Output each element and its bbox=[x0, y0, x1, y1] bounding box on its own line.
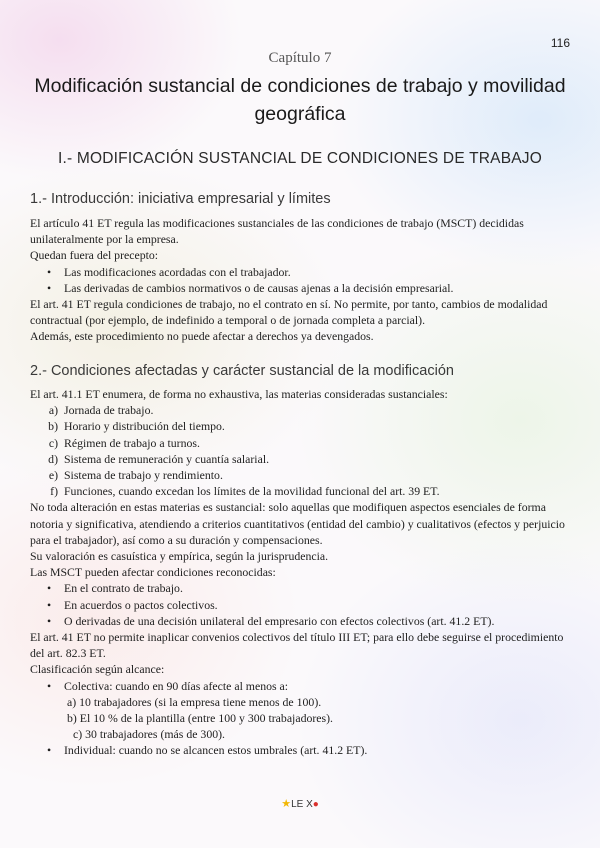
paragraph: Además, este procedimiento no puede afectar a derechos ya devengados. bbox=[30, 329, 374, 344]
bullet-item: • O derivadas de una decisión unilateral del empresario con efectos colectivos (art. 41.2 ET). bbox=[30, 613, 578, 629]
star-icon: ★ bbox=[281, 798, 292, 810]
list-item bbox=[30, 402, 578, 418]
paragraph: Quedan fuera del precepto: bbox=[30, 248, 159, 263]
list-text: Sistema de trabajo y rendimiento. bbox=[64, 468, 223, 483]
list-item bbox=[30, 451, 578, 467]
paragraph: Su valoración es casuística y empírica, según la jurisprudencia. bbox=[30, 549, 329, 564]
subsection-title-condiciones: 2.- Condiciones afectadas y carácter sustancial de la modificación bbox=[30, 363, 454, 379]
bullet-item: • Las modificaciones acordadas con el trabajador. bbox=[30, 264, 578, 280]
list-text: Sistema de remuneración y cuantía salarial. bbox=[64, 451, 270, 466]
list-marker: b) bbox=[48, 419, 58, 434]
page-number: 116 bbox=[550, 36, 570, 50]
subsection-body-introduccion bbox=[30, 215, 578, 345]
paragraph: No toda alteración en estas materias es sustancial: solo aquellas que modifiquen aspectos esenciales de forma notoria y significativa, atendiendo a criterios cuantitativos (entidad del cambio) y cualitativos (efectos y perjuicio para el trabajador), así como a su duración y compensaciones. bbox=[30, 500, 565, 547]
paragraph: El art. 41 ET regula condiciones de trabajo, no el contrato en sí. No permite, por tanto, cambios de modalidad contractual (por ejemplo, de indefinido a temporal o de jornada completa a parcial). bbox=[30, 297, 548, 328]
list-text: Jornada de trabajo. bbox=[64, 403, 154, 418]
list-item bbox=[30, 418, 578, 434]
section-title: I.- MODIFICACIÓN SUSTANCIAL DE CONDICIONES DE TRABAJO bbox=[58, 150, 542, 167]
paragraph: Clasificación según alcance: bbox=[30, 662, 165, 677]
bullet-item-individual: • Individual: cuando no se alcancen estos umbrales (art. 41.2 ET). bbox=[30, 742, 578, 758]
sub-list-item: a) 10 trabajadores (si la empresa tiene menos de 100). bbox=[67, 694, 322, 709]
bullet-item: • En el contrato de trabajo. bbox=[30, 580, 578, 596]
list-marker: d) bbox=[48, 451, 58, 466]
list-marker: f) bbox=[50, 484, 58, 499]
list-marker: c) bbox=[48, 435, 58, 450]
bullet-item-colectiva: • Colectiva: cuando en 90 días afecte al menos a: bbox=[30, 678, 578, 694]
list-item bbox=[30, 467, 578, 483]
bullet-item: • Las derivadas de cambios normativos o de causas ajenas a la decisión empresarial. bbox=[30, 280, 578, 296]
subsection-body-condiciones bbox=[30, 386, 578, 759]
list-marker: a) bbox=[48, 403, 58, 418]
sub-list-item: c) 30 trabajadores (más de 300). bbox=[73, 727, 225, 742]
list-text: Régimen de trabajo a turnos. bbox=[64, 435, 200, 450]
bullet-item: • En acuerdos o pactos colectivos. bbox=[30, 597, 578, 613]
paragraph: El art. 41.1 ET enumera, de forma no exhaustiva, las materias consideradas sustanciales: bbox=[30, 387, 448, 401]
list-item bbox=[30, 435, 578, 451]
chapter-label: Capítulo 7 bbox=[268, 50, 332, 66]
footer bbox=[0, 797, 600, 810]
drop-icon: ● bbox=[312, 799, 319, 810]
paragraph: El artículo 41 ET regula las modificaciones sustanciales de las condiciones de trabajo (MSCT) decididas unilateralmente por la empresa. bbox=[30, 216, 524, 247]
sub-list-item: b) El 10 % de la plantilla (entre 100 y 300 trabajadores). bbox=[67, 711, 333, 726]
chapter-title: Modificación sustancial de condiciones de trabajo y movilidad geográfica bbox=[34, 75, 566, 125]
list-item bbox=[30, 483, 578, 499]
paragraph: Las MSCT pueden afectar condiciones reconocidas: bbox=[30, 565, 276, 580]
footer-brand: LE X bbox=[291, 799, 313, 810]
subsection-title-introduccion: 1.- Introducción: iniciativa empresarial y límites bbox=[30, 191, 331, 207]
paragraph: El art. 41 ET no permite inaplicar convenios colectivos del título III ET; para ello debe seguirse el procedimiento del art. 82.3 ET. bbox=[30, 630, 564, 661]
list-text: Horario y distribución del tiempo. bbox=[64, 419, 225, 434]
list-text: Funciones, cuando excedan los límites de la movilidad funcional del art. 39 ET. bbox=[64, 484, 440, 499]
list-marker: e) bbox=[48, 468, 58, 483]
